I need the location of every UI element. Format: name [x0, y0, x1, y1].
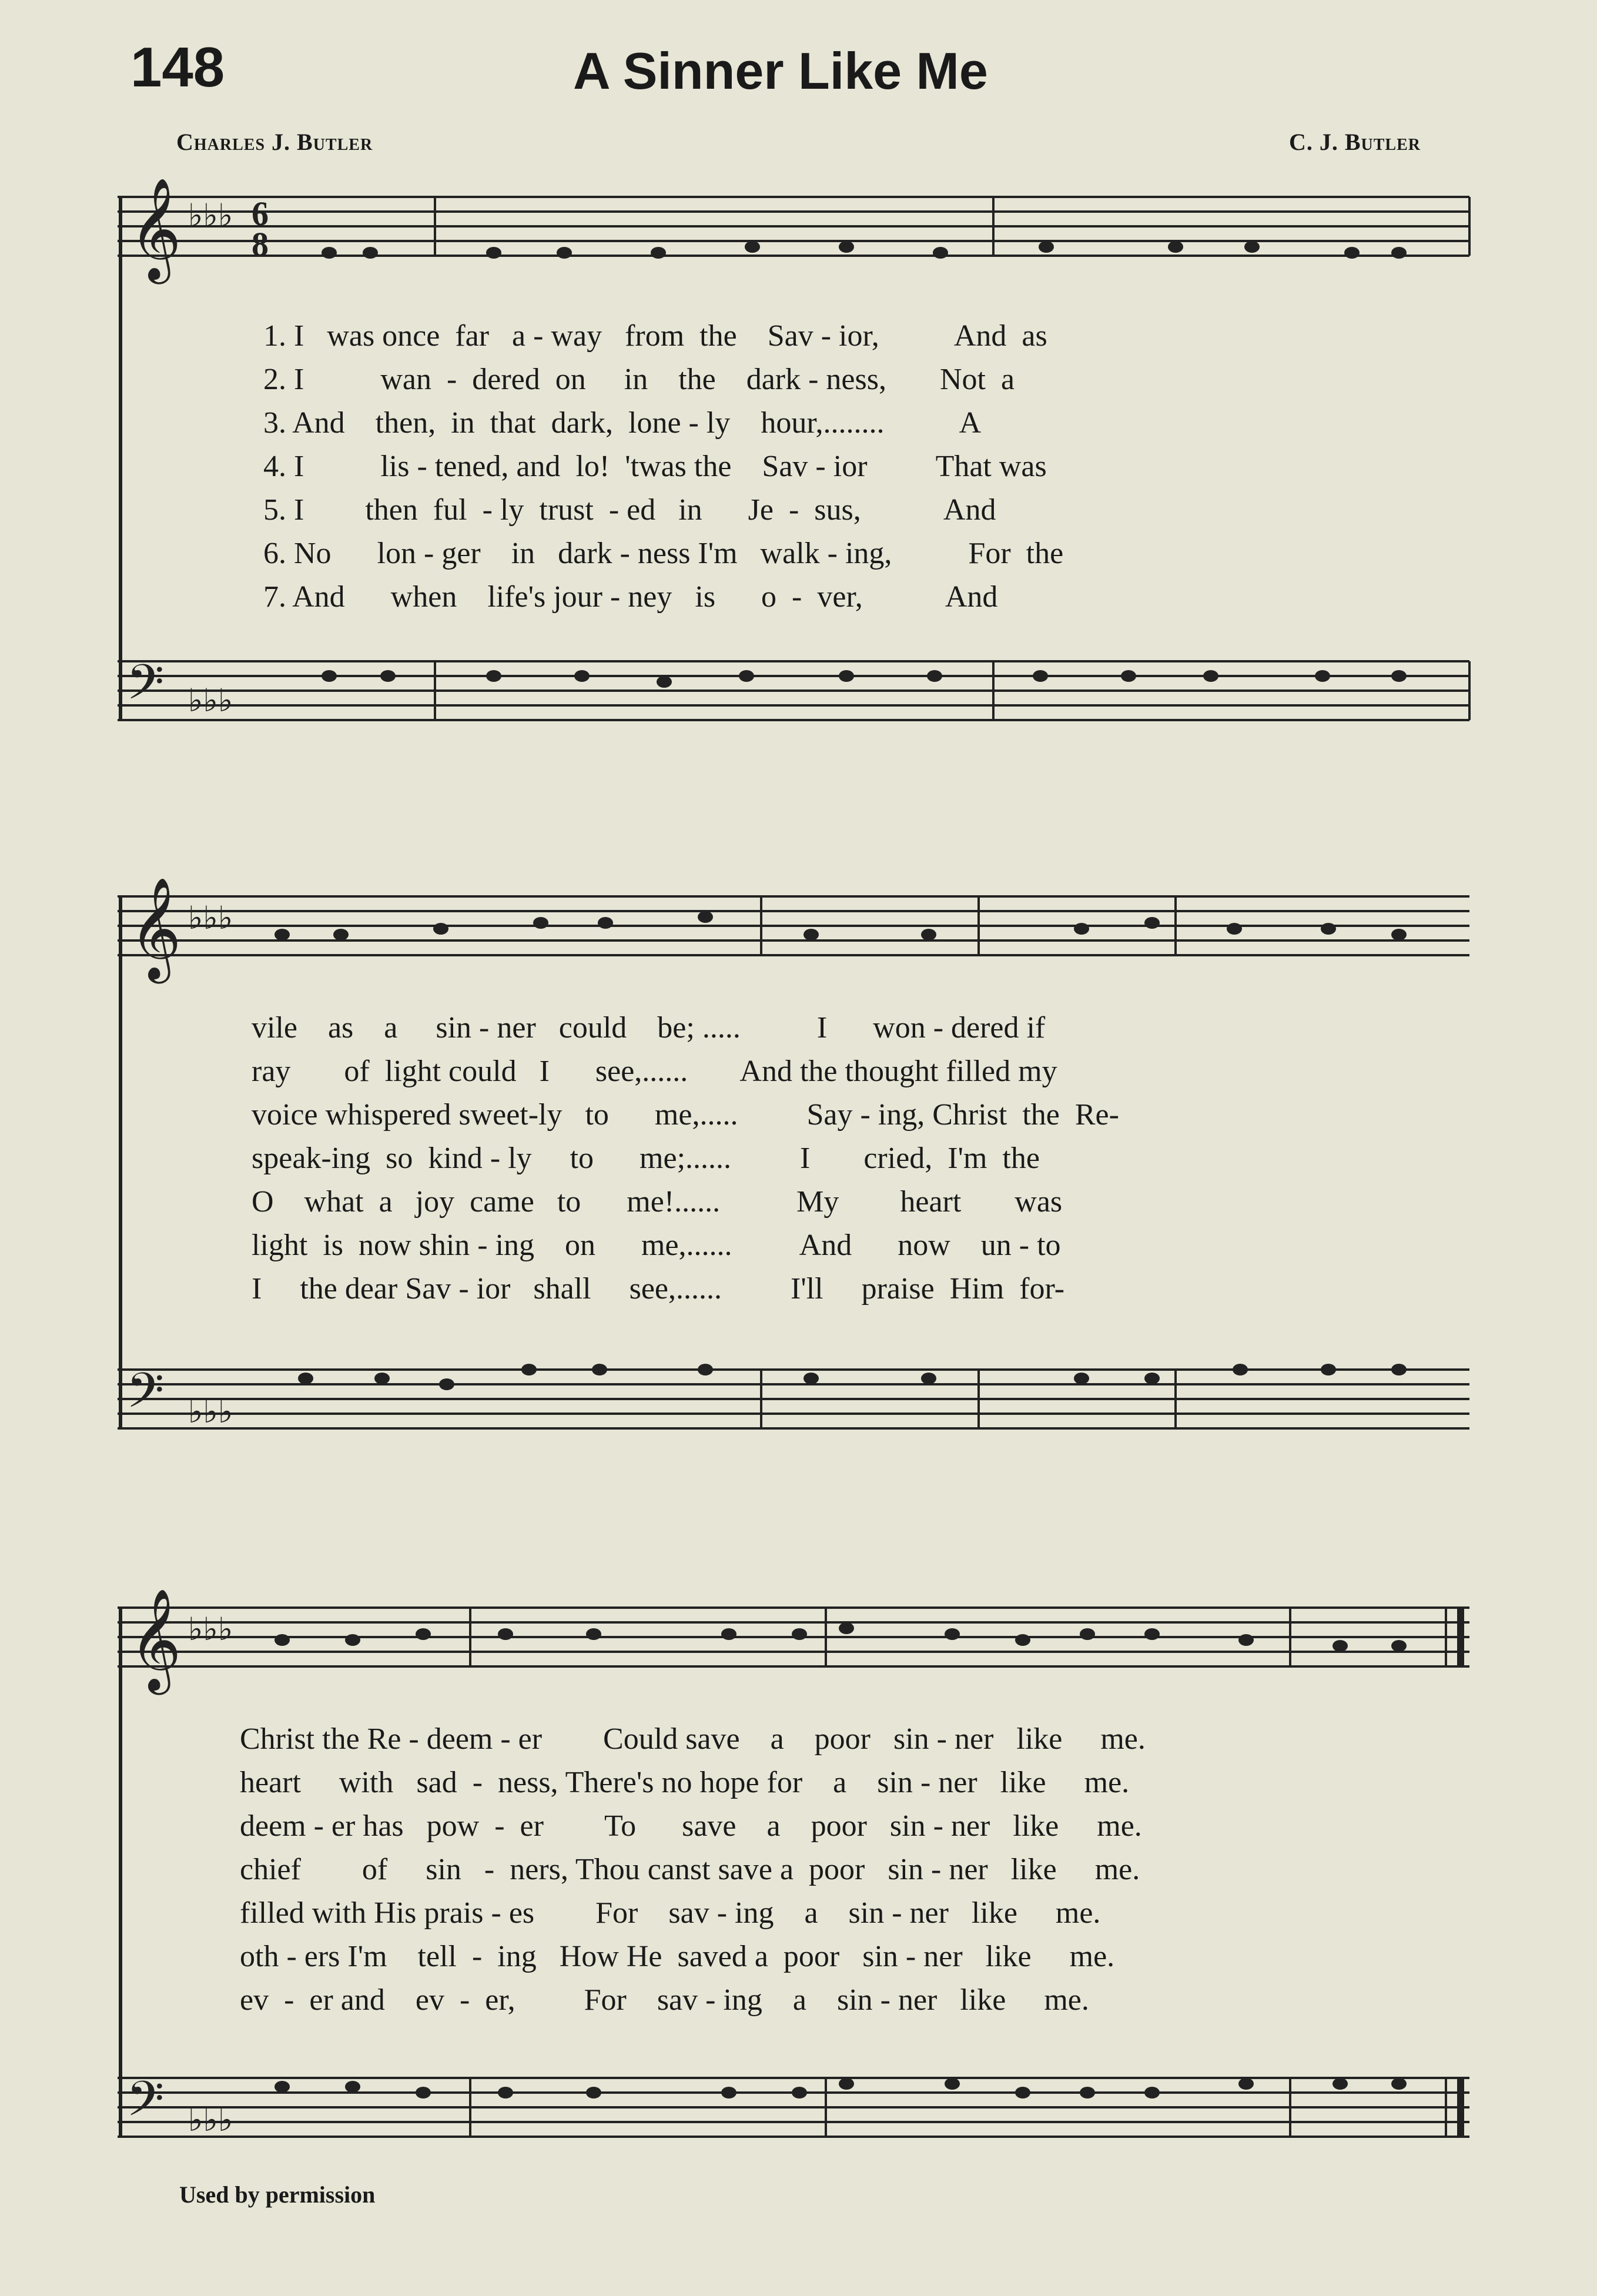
svg-text:♭♭♭: ♭♭♭ — [188, 683, 233, 718]
lyric-line: heart with sad - ness, There's no hope for a sin - ner like me. — [240, 1766, 1130, 1799]
lyric-line: filled with His prais - es For sav - ing a sin - ner like me. — [240, 1896, 1101, 1930]
lyric-line: O what a joy came to me!...... My heart was — [252, 1185, 1063, 1219]
svg-text:𝄢: 𝄢 — [126, 654, 165, 722]
lyric-line: 1. I was once far a - way from the Sav - ior, And as — [263, 319, 1047, 353]
page-number: 148 — [130, 36, 225, 99]
svg-text:𝄞: 𝄞 — [129, 178, 182, 280]
svg-text:𝄞: 𝄞 — [129, 1588, 182, 1691]
lyric-line: ray of light could I see,...... And the thought filled my — [252, 1055, 1057, 1088]
svg-text:𝄞: 𝄞 — [129, 877, 182, 979]
lyric-line: 3. And then, in that dark, lone - ly hour,........ A — [263, 406, 982, 440]
permission-note: Used by permission — [179, 2181, 376, 2208]
svg-text:♭♭♭: ♭♭♭ — [188, 1394, 233, 1430]
svg-text:♭♭♭: ♭♭♭ — [188, 901, 233, 936]
system-2-lyrics — [252, 1006, 1119, 1311]
lyric-line: Christ the Re - deem - er Could save a poor sin - ner like me. — [240, 1722, 1146, 1756]
svg-text:𝄢: 𝄢 — [126, 1362, 165, 1431]
system-2-treble-staff — [0, 870, 1597, 1005]
lyric-line: deem - er has pow - er To save a poor sin - ner like me. — [240, 1809, 1142, 1843]
svg-text:♭♭♭: ♭♭♭ — [188, 198, 233, 233]
time-sig-bottom: 8 — [252, 225, 269, 263]
lyric-line: 6. No lon - ger in dark - ness I'm walk - ing, For the — [263, 537, 1064, 570]
words-credit: Charles J. Butler — [176, 129, 373, 155]
lyric-line: speak-ing so kind - ly to me;...... I cried, I'm the — [252, 1142, 1040, 1175]
svg-text:♭♭♭: ♭♭♭ — [188, 2103, 233, 2138]
lyric-line: chief of sin - ners, Thou canst save a poor sin - ner like me. — [240, 1853, 1140, 1886]
system-2-bass-staff — [0, 1311, 1597, 1464]
lyric-line: light is now shin - ing on me,...... And now un - to — [252, 1229, 1061, 1262]
system-1-lyrics — [263, 314, 1063, 619]
system-1-treble-staff — [0, 178, 1597, 335]
svg-text:♭♭♭: ♭♭♭ — [188, 1612, 233, 1647]
lyric-line: oth - ers I'm tell - ing How He saved a poor sin - ner like me. — [240, 1940, 1115, 1973]
lyric-line: I the dear Sav - ior shall see,...... I'll praise Him for- — [252, 1272, 1065, 1306]
time-sig-top: 6 — [252, 195, 269, 233]
system-1-bass-staff — [0, 635, 1597, 776]
lyric-line: 2. I wan - dered on in the dark - ness, Not a — [263, 363, 1015, 396]
lyric-line: voice whispered sweet-ly to me,..... Say - ing, Christ the Re- — [252, 1098, 1119, 1132]
lyric-line: 4. I lis - tened, and lo! 'twas the Sav - ior That was — [263, 450, 1047, 483]
lyric-line: vile as a sin - ner could be; ..... I won - dered if — [252, 1011, 1046, 1045]
hymn-title: A Sinner Like Me — [573, 42, 988, 100]
system-3-bass-staff — [0, 2022, 1597, 2175]
music-credit: C. J. Butler — [1288, 129, 1421, 155]
lyric-line: 5. I then ful - ly trust - ed in Je - sus, And — [263, 493, 996, 527]
system-3-lyrics — [240, 1718, 1146, 2022]
system-3-treble-staff — [0, 1575, 1597, 1711]
svg-text:𝄢: 𝄢 — [126, 2070, 165, 2139]
lyric-line: 7. And when life's jour - ney is o - ver, And — [263, 580, 998, 614]
lyric-line: ev - er and ev - er, For sav - ing a sin - ner like me. — [240, 1983, 1089, 2017]
